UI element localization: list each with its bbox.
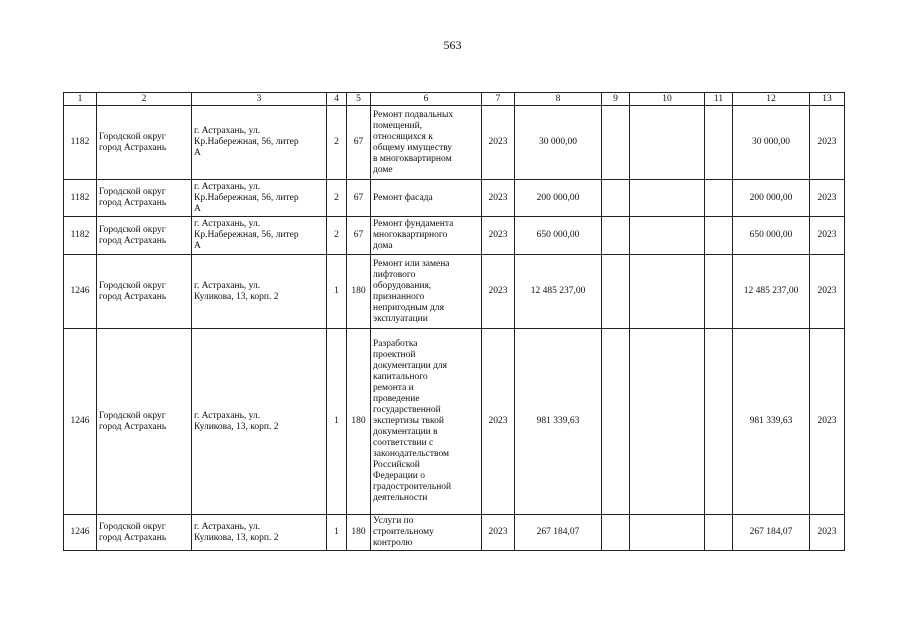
cell-line: Разработка [373,339,418,349]
cell-line: город Астрахань [99,291,167,302]
column-number-10: 10 [630,93,705,106]
record-number-cell: 1246 [64,329,97,515]
cell-line: признанного [373,291,425,302]
floors-cell: 2 [327,217,347,255]
municipality-cell [97,255,192,329]
cell-line: Городской округ [99,410,166,421]
cell-line: г. Астрахань, ул. [194,410,261,421]
total-cost-cell: 30 000,00 [515,106,602,180]
table-row [64,217,845,255]
work-type-cell [371,180,482,217]
cell-line: Кр.Набережная, 56, литер [194,230,299,240]
floors-cell: 2 [327,180,347,217]
cell-line: город Астрахань [99,421,167,432]
total-cost-cell: 12 485 237,00 [515,255,602,329]
cell-line: проведение [373,394,420,404]
work-type-cell [371,106,482,180]
total-cost-cell: 200 000,00 [515,180,602,217]
record-number-cell: 1182 [64,180,97,217]
cell-line: Ремонт подвальных [373,109,454,120]
col-9-cell [602,106,630,180]
record-number-cell: 1246 [64,515,97,551]
address-cell [192,217,327,255]
floors-cell: 1 [327,329,347,515]
fund-cost-cell: 200 000,00 [733,180,810,217]
column-number-row [64,93,845,106]
cell-line: контролю [373,538,413,548]
cell-line: общему имуществу [373,142,453,153]
completion-year-cell: 2023 [810,106,845,180]
column-number-2: 2 [97,93,192,106]
address-cell [192,255,327,329]
column-number-3: 3 [192,93,327,106]
cell-line: г. Астрахань, ул. [194,280,261,291]
column-number-6: 6 [371,93,482,106]
cell-line: город Астрахань [99,198,167,208]
cell-line: г. Астрахань, ул. [194,521,261,532]
col-11-cell [705,106,733,180]
municipality-cell [97,515,192,551]
cell-line: Городской округ [99,187,166,197]
col-9-cell [602,180,630,217]
col-10-cell [630,180,705,217]
col-11-cell [705,180,733,217]
address-cell [192,515,327,551]
fund-cost-cell: 981 339,63 [733,329,810,515]
col-9-cell [602,255,630,329]
table-row [64,255,845,329]
fund-cost-cell: 30 000,00 [733,106,810,180]
cell-line: А [194,148,201,158]
total-cost-cell: 267 184,07 [515,515,602,551]
cell-line: Куликова, 13, корп. 2 [194,291,279,302]
year-cell: 2023 [482,180,515,217]
cell-line: Федерации о [373,471,425,481]
work-type-cell [371,255,482,329]
cell-line: город Астрахань [99,532,167,543]
page-number: 563 [443,38,462,52]
cell-line: Куликова, 13, корп. 2 [194,421,279,432]
work-type-cell [371,329,482,515]
fund-cost-cell: 12 485 237,00 [733,255,810,329]
cell-line: Ремонт фасада [373,192,433,203]
completion-year-cell: 2023 [810,180,845,217]
address-cell [192,180,327,217]
cell-line: оборудования, [373,280,432,291]
cell-line: Кр.Набережная, 56, литер [194,192,299,203]
fund-cost-cell: 650 000,00 [733,217,810,255]
cell-line: законодательством [373,449,450,459]
municipality-cell [97,180,192,217]
cell-line: Российской [373,460,420,470]
cell-line: многоквартирного [373,230,448,240]
apartments-cell: 67 [347,106,371,180]
fund-cost-cell: 267 184,07 [733,515,810,551]
cell-line: Ремонт или замена [373,258,450,269]
capital-repair-table [63,92,845,551]
cell-line: непригодным для [373,302,444,313]
cell-line: в многоквартирном [373,153,452,164]
year-cell: 2023 [482,217,515,255]
completion-year-cell: 2023 [810,515,845,551]
cell-line: А [194,203,201,214]
year-cell: 2023 [482,255,515,329]
col-11-cell [705,217,733,255]
cell-line: лифтового [373,269,416,280]
cell-line: деятельности [373,493,428,503]
cell-line: Городской округ [99,131,166,142]
cell-line: документации в [373,427,438,437]
col-10-cell [630,255,705,329]
cell-line: г. Астрахань, ул. [194,181,261,192]
cell-line: помещений, [373,120,423,131]
table-row [64,515,845,551]
col-10-cell [630,106,705,180]
apartments-cell: 67 [347,217,371,255]
cell-line: Кр.Набережная, 56, литер [194,137,299,147]
cell-line: Куликова, 13, корп. 2 [194,532,279,543]
cell-line: градостроительной [373,482,452,492]
cell-line: эксплуатации [373,313,428,324]
column-number-11: 11 [705,93,733,106]
cell-line: ремонта и [373,383,414,393]
cell-line: государственной [373,405,441,415]
col-11-cell [705,515,733,551]
cell-line: доме [373,164,393,175]
municipality-cell [97,106,192,180]
cell-line: экспертизы твкой [373,416,444,426]
column-number-13: 13 [810,93,845,106]
cell-line: строительному [373,527,434,537]
municipality-cell [97,217,192,255]
column-number-1: 1 [64,93,97,106]
table-row [64,106,845,180]
column-number-4: 4 [327,93,347,106]
column-number-7: 7 [482,93,515,106]
col-9-cell [602,515,630,551]
floors-cell: 1 [327,515,347,551]
record-number-cell: 1246 [64,255,97,329]
column-number-12: 12 [733,93,810,106]
cell-line: А [194,241,201,251]
municipality-cell [97,329,192,515]
cell-line: относящихся к [373,131,433,142]
cell-line: Услуги по [373,516,414,526]
col-9-cell [602,329,630,515]
cell-line: г. Астрахань, ул. [194,126,261,136]
work-type-cell [371,515,482,551]
cell-line: документации для [373,361,448,371]
floors-cell: 1 [327,255,347,329]
cell-line: город Астрахань [99,235,167,246]
total-cost-cell: 650 000,00 [515,217,602,255]
apartments-cell: 67 [347,180,371,217]
completion-year-cell: 2023 [810,217,845,255]
col-10-cell [630,515,705,551]
completion-year-cell: 2023 [810,329,845,515]
apartments-cell: 180 [347,329,371,515]
apartments-cell: 180 [347,515,371,551]
year-cell: 2023 [482,515,515,551]
work-type-cell [371,217,482,255]
col-11-cell [705,255,733,329]
table-row [64,329,845,515]
cell-line: Городской округ [99,521,166,532]
address-cell [192,329,327,515]
total-cost-cell: 981 339,63 [515,329,602,515]
col-11-cell [705,329,733,515]
completion-year-cell: 2023 [810,255,845,329]
cell-line: Городской округ [99,224,166,235]
cell-line: капитального [373,372,428,382]
year-cell: 2023 [482,106,515,180]
cell-line: Ремонт фундамента [373,219,454,229]
cell-line: соответствии с [373,438,434,448]
col-10-cell [630,329,705,515]
record-number-cell: 1182 [64,217,97,255]
col-10-cell [630,217,705,255]
year-cell: 2023 [482,329,515,515]
column-number-5: 5 [347,93,371,106]
column-number-8: 8 [515,93,602,106]
column-number-9: 9 [602,93,630,106]
floors-cell: 2 [327,106,347,180]
col-9-cell [602,217,630,255]
address-cell [192,106,327,180]
cell-line: г. Астрахань, ул. [194,219,261,229]
record-number-cell: 1182 [64,106,97,180]
cell-line: дома [373,241,393,251]
cell-line: проектной [373,350,416,360]
cell-line: Городской округ [99,280,166,291]
apartments-cell: 180 [347,255,371,329]
cell-line: город Астрахань [99,142,167,153]
table-row [64,180,845,217]
